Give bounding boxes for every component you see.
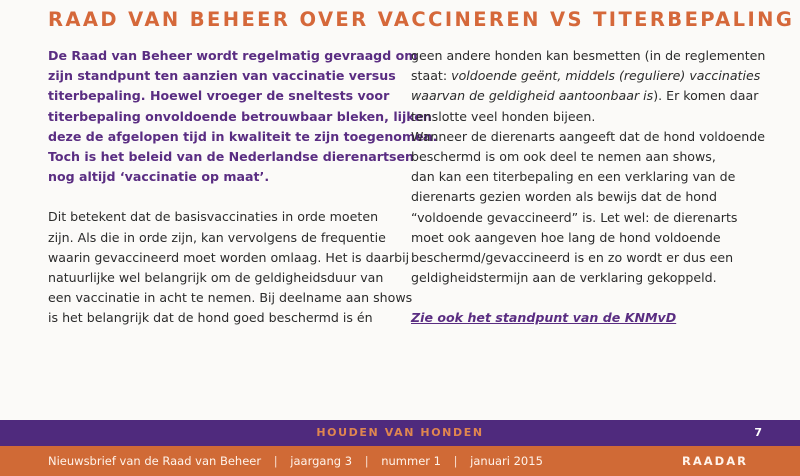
body-line: is het belangrijk dat de hond goed beschermd is én	[48, 310, 373, 326]
body-text: ). Er komen daar	[653, 88, 759, 104]
body-paragraph-continued	[411, 46, 781, 288]
body-paragraph	[48, 207, 413, 328]
lead-line: De Raad van Beheer wordt regelmatig gevraagd om	[48, 48, 418, 63]
section-band	[0, 420, 800, 446]
lead-line: Toch is het beleid van de Nederlandse dierenartsen	[48, 149, 415, 165]
body-line: moet ook aangeven hoe lang de hond voldoende	[411, 229, 721, 245]
lead-line: nog altijd ‘vaccinatie op maat’.	[48, 169, 270, 185]
newsletter-name: Nieuwsbrief van de Raad van Beheer	[48, 454, 262, 468]
body-line: dierenarts gezien worden als bewijs dat de hond	[411, 189, 717, 205]
body-line: geldigheidstermijn aan de verklaring gekoppeld.	[411, 270, 717, 286]
body-line: tenslotte veel honden bijeen.	[411, 108, 596, 124]
body-line: waarin gevaccineerd moet worden omlaag. Het is daarbij	[48, 249, 410, 265]
lead-line: deze de afgelopen tijd in kwaliteit te zijn toegenomen.	[48, 128, 438, 144]
body-line: zijn. Als die in orde zijn, kan vervolgens de frequentie	[48, 229, 386, 245]
issue-number: nummer 1	[381, 454, 441, 468]
separator: |	[273, 454, 278, 468]
right-column	[411, 46, 781, 329]
brand-logo: RAADAR	[682, 454, 748, 468]
body-line: Dit betekent dat de basisvaccinaties in orde moeten	[48, 209, 379, 225]
body-line	[411, 86, 781, 106]
body-line: geen andere honden kan besmetten (in de reglementen	[411, 48, 766, 63]
volume: jaargang 3	[290, 454, 353, 468]
body-line: beschermd is om ook deel te nemen aan shows,	[411, 149, 716, 165]
article-title: RAAD VAN BEHEER OVER VACCINEREN VS TITERBEPALING	[48, 8, 795, 31]
body-line	[411, 66, 781, 86]
body-line: “voldoende gevaccineerd” is. Let wel: de dierenarts	[411, 209, 738, 225]
body-line: dan kan een titerbepaling en een verklaring van de	[411, 169, 736, 185]
body-text: staat:	[411, 68, 452, 84]
footer-bar	[0, 446, 800, 476]
body-line: beschermd/gevaccineerd is en zo wordt er dus een	[411, 250, 734, 266]
lead-line: titerbepaling. Hoewel vroeger de sneltests voor	[48, 88, 390, 104]
separator: |	[364, 454, 369, 468]
regulation-quote: waarvan de geldigheid aantoonbaar is	[411, 88, 654, 104]
lead-line: titerbepaling onvoldoende betrouwbaar bleken, lijken	[48, 108, 432, 124]
regulation-quote: voldoende geënt, middels (reguliere) vaccinaties	[451, 68, 761, 84]
page-number: 7	[754, 426, 762, 439]
publication-info	[48, 454, 543, 468]
lead-line: zijn standpunt ten aanzien van vaccinatie versus	[48, 68, 396, 84]
separator: |	[453, 454, 458, 468]
body-line: een vaccinatie in acht te nemen. Bij deelname aan shows	[48, 290, 413, 306]
knmvd-standpoint-link[interactable]: Zie ook het standpunt van de KNMvD	[411, 310, 677, 326]
body-line: natuurlijke wel belangrijk om de geldigheidsduur van	[48, 270, 384, 286]
section-label: HOUDEN VAN HONDEN	[316, 426, 484, 439]
issue-date: januari 2015	[470, 454, 543, 468]
body-line: Wanneer de dierenarts aangeeft dat de hond voldoende	[411, 128, 765, 144]
